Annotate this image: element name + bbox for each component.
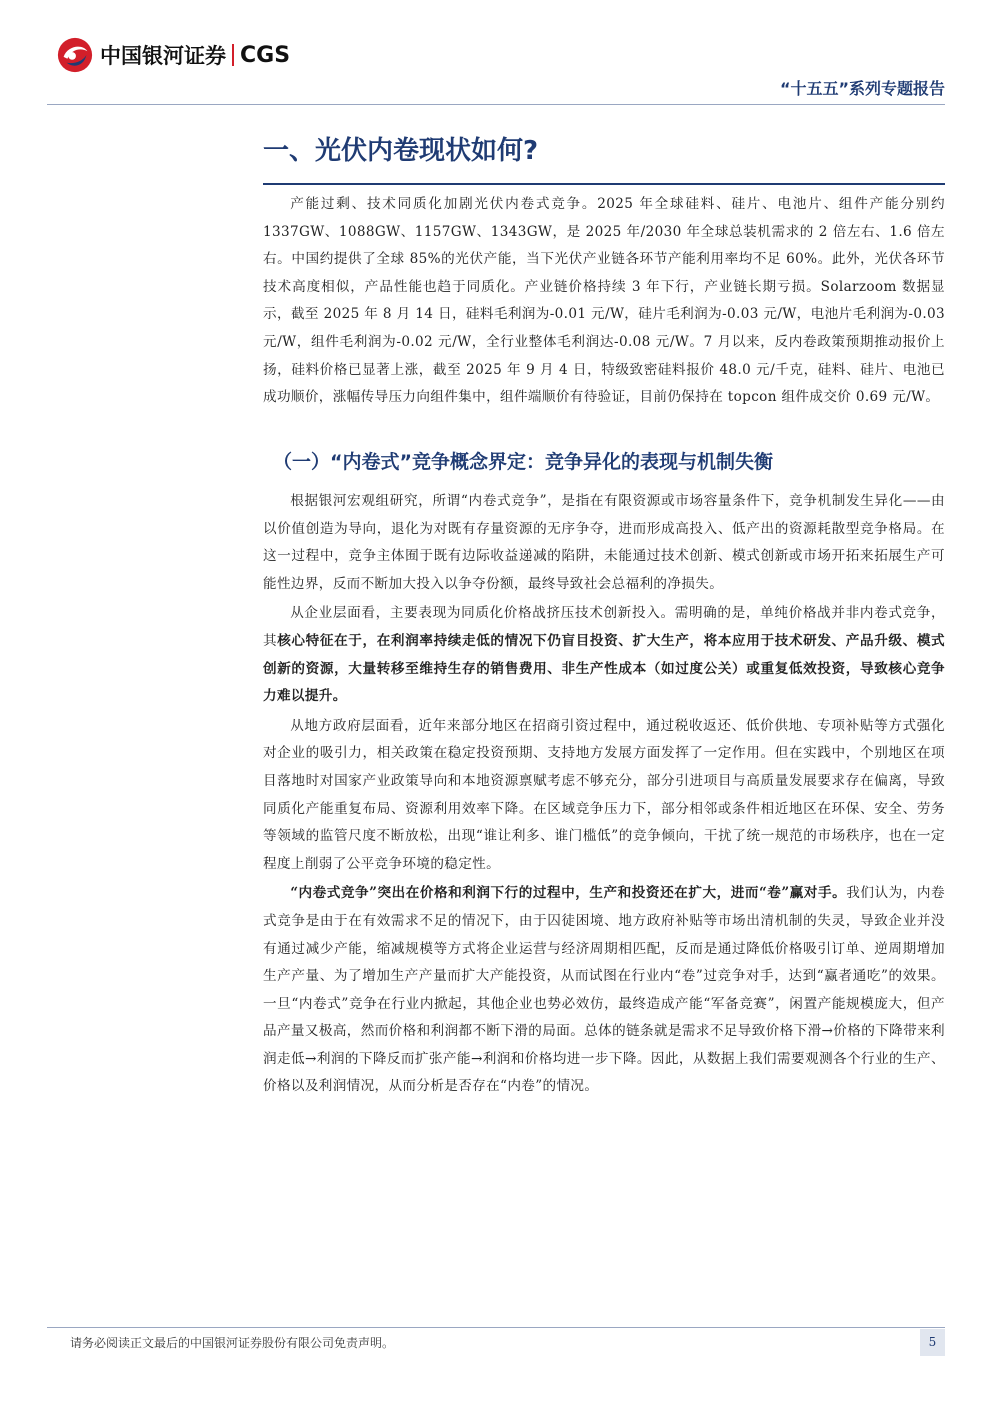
paragraph-local-government: 从地方政府层面看，近年来部分地区在招商引资过程中，通过税收返还、低价供地、专项补贴等方式强化对企业的吸引力，相关政策在稳定投资预期、支持地方发展方面发挥了一定作用。但在实践中，个别地区在项目落地时对国家产业政策导向和本地资源禀赋考虑不够充分，部分引进项目与高质量发展要求存在偏离，导致同质化产能重复布局、资源利用效率下降。在区域竞争压力下，部分相邻或条件相近地区在环保、安全、劳务等领域的监管尺度不断放松，出现“谁让利多、谁门槛低”的竞争倾向，干扰了统一规范的市场秩序，也在一定程度上削弱了公平竞争环境的稳定性。 [263, 717, 945, 872]
logo-divider [232, 44, 234, 66]
logo-english-name: CGS [240, 42, 291, 68]
subsection-body [263, 488, 945, 1103]
company-logo [56, 35, 290, 75]
report-series-title: “十五五”系列专题报告 [779, 79, 945, 98]
paragraph-enterprise-emphasis: 核心特征在于，在利润率持续走低的情况下仍盲目投资、扩大生产，将本应用于技术研发、产品升级、模式创新的资源，大量转移至维持生存的销售费用、非生产性成本（如过度公关）或重复低效投资，导致核心竞争力难以提升。 [263, 632, 945, 705]
paragraph-mechanism [263, 880, 945, 1101]
footer-divider [47, 1327, 945, 1328]
section-title: 一、光伏内卷现状如何? [263, 136, 539, 166]
header-divider [47, 104, 945, 105]
paragraph-mechanism-emphasis: “内卷式竞争”突出在价格和利润下行的过程中，生产和投资还在扩大，进而“卷”赢对手。 [290, 885, 847, 902]
page-number: 5 [920, 1329, 945, 1356]
paragraph-enterprise [263, 600, 945, 710]
subsection-title: （一）“内卷式”竞争概念界定：竞争异化的表现与机制失衡 [273, 451, 773, 473]
paragraph-enterprise-text: 从企业层面看，主要表现为同质化价格战挤压技术创新投入。需明确的是，单纯价格战并非内卷式竞争，其 [263, 605, 945, 649]
cgs-logo-icon [56, 36, 94, 74]
section-intro [263, 191, 945, 412]
logo-chinese-name: 中国银河证券 [100, 44, 226, 68]
section-paragraph: 产能过剩、技术同质化加剧光伏内卷式竞争。2025 年全球硅料、硅片、电池片、组件产能分别约 1337GW、1088GW、1157GW、1343GW，是 2025 年/2030 年全球总装机需求的 2 倍左右、1.6 倍左右。中国约提供了全球 85%的光伏产能，当下光伏产业链各环节产能利用率均不足 60%。此外，光伏各环节技术高度相似，产品性能也趋于同质化。产业链价格持续 3 年下行，产业链长期亏损。Solarzoom 数据显示，截至 2025 年 8 月 14 日，硅料毛利润为-0.01 元/W，硅片毛利润为-0.03 元/W，电池片毛利润为-0.03 元/W，组件毛利润为-0.02 元/W，全行业整体毛利润达-0.08 元/W。7 月以来，反内卷政策预期推动报价上扬，硅料价格已显著上涨，截至 2025 年 9 月 4 日，特级致密硅料报价 48.0 元/千克，硅料、硅片、电池已成功顺价，涨幅传导压力向组件集中，组件端顺价有待验证，目前仍保持在 topcon 组件成交价 0.69 元/W。 [263, 196, 945, 406]
paragraph-mechanism-text: 我们认为，内卷式竞争是由于在有效需求不足的情况下，由于囚徒困境、地方政府补贴等市场出清机制的失灵，导致企业并没有通过减少产能，缩减规模等方式将企业运营与经济周期相匹配，反而是通过降低价格吸引订单、逆周期增加生产产量、为了增加生产产量而扩大产能投资，从而试图在行业内“卷”过竞争对手，达到“赢者通吃”的效果。一旦“内卷式”竞争在行业内掀起，其他企业也势必效仿，最终造成产能“军备竞赛”，闲置产能规模庞大，但产品产量又极高，然而价格和利润都不断下滑的局面。总体的链条就是需求不足导致价格下滑→价格的下降带来利润走低→利润的下降反而扩张产能→利润和价格均进一步下降。因此，从数据上我们需要观测各个行业的生产、价格以及利润情况，从而分析是否存在“内卷”的情况。 [263, 885, 946, 1095]
paragraph-definition: 根据银河宏观组研究，所谓“内卷式竞争”，是指在有限资源或市场容量条件下，竞争机制发生异化——由以价值创造为导向，退化为对既有存量资源的无序争夺，进而形成高投入、低产出的资源耗散型竞争格局。在这一过程中，竞争主体囿于既有边际收益递减的陷阱，未能通过技术创新、模式创新或市场开拓来拓展生产可能性边界，反而不断加大投入以争夺份额，最终导致社会总福利的净损失。 [263, 493, 945, 592]
section-title-rule [263, 183, 945, 185]
disclaimer-note: 请务必阅读正文最后的中国银河证券股份有限公司免责声明。 [70, 1336, 395, 1350]
